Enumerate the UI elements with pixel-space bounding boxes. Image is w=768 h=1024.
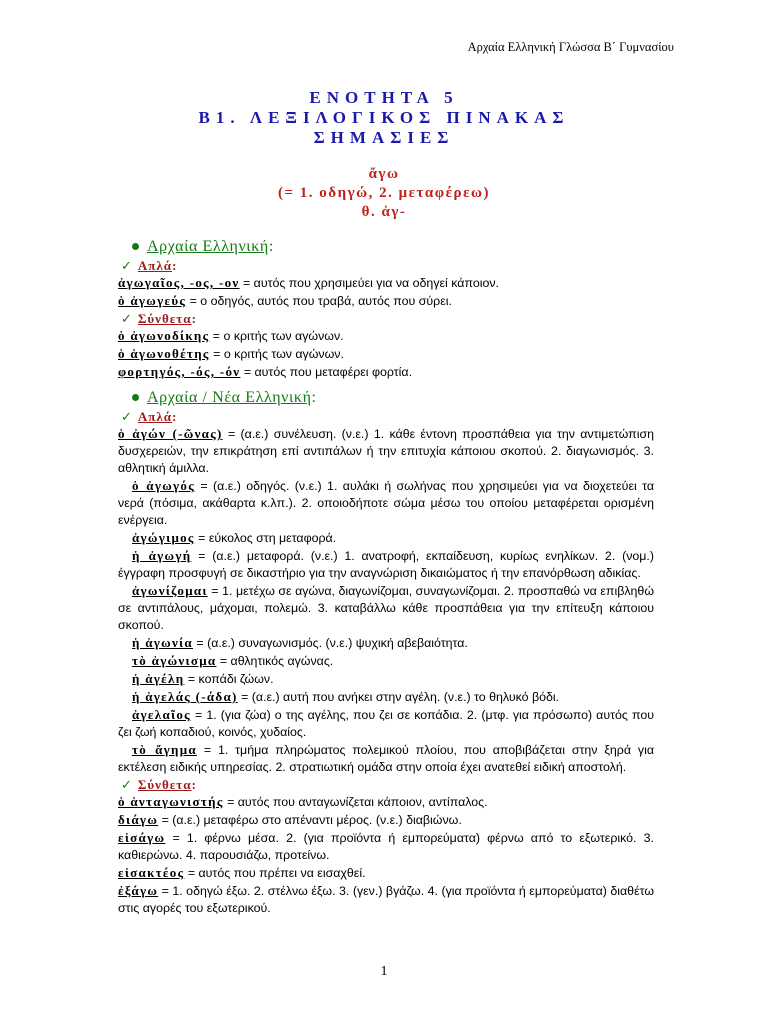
lexicon-entry: εἰσάγω = 1. φέρνω μέσα. 2. (για προϊόντα ή εμπορεύματα) φέρνω από το εξωτερικό. 3. καθιερώνω. 4. παρουσιάζω, προτείνω. [118, 830, 654, 862]
section-heading: Αρχαία Ελληνική: [132, 236, 654, 257]
section-ancient-modern-greek [118, 387, 654, 917]
checkmark-icon: ✓ [121, 311, 133, 326]
lexicon-entry: φορτηγός, -ός, -όν = αυτός που μεταφέρει φορτία. [118, 364, 413, 379]
subheading-simple: ✓ Απλά: [121, 409, 178, 424]
lexicon-entry: ἀγωγαῖος, -ος, -ον = αυτός που χρησιμεύει για να οδηγεί κάποιον. [118, 275, 499, 290]
lexicon-entry: ἐξάγω = 1. οδηγώ έξω. 2. στέλνω έξω. 3. (γεν.) βγάζω. 4. (για προϊόντα ή εμπορεύματα) διαθέτω στις αγορές του εξωτερικού. [118, 883, 654, 915]
lexicon-entry: ἀγωνίζομαι = 1. μετέχω σε αγώνα, διαγωνίζομαι, συναγωνίζομαι. 2. προσπαθώ να επιβληθώ σε αντιπάλους, μάχομαι, πολεμώ. 3. καταβάλλω κάθε προσπάθεια για την επίτευξη κάποιου σκοπού. [118, 583, 654, 632]
verb-block [0, 165, 768, 222]
lexicon-entry: ἀγώγιμος = εύκολος στη μεταφορά. [132, 530, 337, 545]
subheading-simple: ✓ Απλά: [121, 258, 178, 273]
lexicon-entry: ὁ ἀγωγός = (α.ε.) οδηγός. (ν.ε.) 1. αυλάκι ή σωλήνας που χρησιμεύει για να διοχετεύει τα νερά (πόσιμα, ακάθαρτα κ.λπ.). 2. οποιοδήποτε σώμα μέσω του οποίου μεταφέρεται ορισμένη ενέργεια. [118, 478, 654, 527]
title-block [0, 88, 768, 148]
subheading-compound: ✓ Σύνθετα: [121, 777, 197, 792]
verb-meaning: (= 1. οδηγώ, 2. μεταφέρεω) [278, 185, 490, 201]
section-ancient-greek [118, 236, 654, 381]
subheading-compound: ✓ Σύνθετα: [121, 311, 197, 326]
lexicon-entry: ἀγελαῖος = 1. (για ζώα) ο της αγέλης, που ζει σε κοπάδια. 2. (μτφ. για πρόσωπο) αυτός που ζει ζωή κοπαδιού, κοινός, χυδαίος. [118, 707, 654, 739]
unit-title: ΕΝΟΤΗΤΑ 5 [309, 88, 459, 107]
lexicon-entry: εἰσακτέος = αυτός που πρέπει να εισαχθεί. [118, 865, 366, 880]
lexicon-entry: ἡ ἀγωγή = (α.ε.) μεταφορά. (ν.ε.) 1. ανατροφή, εκπαίδευση, κυρίως ενηλίκων. 2. (νομ.) έγγραφη προσφυγή σε δικαστήριο για την αναγνώριση δικαιώματος ή την επανόρθωση αδικίας. [118, 548, 654, 580]
lexicon-entry: ὁ ἀνταγωνιστής = αυτός που ανταγωνίζεται κάποιον, αντίπαλος. [118, 794, 488, 809]
lexicon-entry: ὁ ἀγών (-ῶνας) = (α.ε.) συνέλευση. (ν.ε.) 1. κάθε έντονη προσπάθεια για την αντιμετώπιση δυσχερειών, την επικράτηση επί αντιπάλων ή την επιτυχία κάποιου σκοπού. 2. διαγωνισμός. 3. αθλητική άμιλλα. [118, 426, 654, 475]
bullet-icon [132, 243, 139, 250]
checkmark-icon: ✓ [121, 409, 133, 424]
meanings-title: ΣΗΜΑΣΙΕΣ [313, 128, 455, 147]
page-number: 1 [380, 964, 388, 979]
lexicon-entry: ὁ ἀγωγεύς = ο οδηγός, αυτός που τραβά, αυτός που σύρει. [118, 293, 452, 308]
lexicon-entry: τὸ ἀγώνισμα = αθλητικός αγώνας. [132, 653, 334, 668]
lexicon-entry: ἡ ἀγωνία = (α.ε.) συναγωνισμός. (ν.ε.) ψυχική αβεβαιότητα. [132, 635, 468, 650]
verb-stem: θ. ἀγ- [361, 204, 407, 220]
checkmark-icon: ✓ [121, 777, 133, 792]
lexicon-entry: ἡ ἀγελάς (-άδα) = (α.ε.) αυτή που ανήκει στην αγέλη. (ν.ε.) το θηλυκό βόδι. [132, 689, 560, 704]
section-heading: Αρχαία / Νέα Ελληνική: [132, 387, 654, 408]
running-header: Αρχαία Ελληνική Γλώσσα Β΄ Γυμνασίου [467, 40, 674, 54]
bullet-icon [132, 394, 139, 401]
lexicon-entry: ὁ ἀγωνοθέτης = ο κριτής των αγώνων. [118, 346, 344, 361]
table-title: Β1. ΛΕΞΙΛΟΓΙΚΟΣ ΠΙΝΑΚΑΣ [198, 108, 570, 127]
lexicon-entry: ἡ ἀγέλη = κοπάδι ζώων. [132, 671, 274, 686]
checkmark-icon: ✓ [121, 258, 133, 273]
lexicon-entry: ὁ ἀγωνοδίκης = ο κριτής των αγώνων. [118, 328, 344, 343]
lexicon-entry: τὸ ἄγημα = 1. τμήμα πληρώματος πολεμικού πλοίου, που αποβιβάζεται στην ξηρά για εκτέλεση ειδικής υπηρεσίας. 2. στρατιωτική ομάδα στην οποία έχει ανατεθεί ειδική αποστολή. [118, 742, 654, 774]
lexicon-entry: διάγω = (α.ε.) μεταφέρω στο απέναντι μέρος. (ν.ε.) διαβιώνω. [118, 812, 462, 827]
verb-lemma: ἄγω [368, 166, 400, 182]
